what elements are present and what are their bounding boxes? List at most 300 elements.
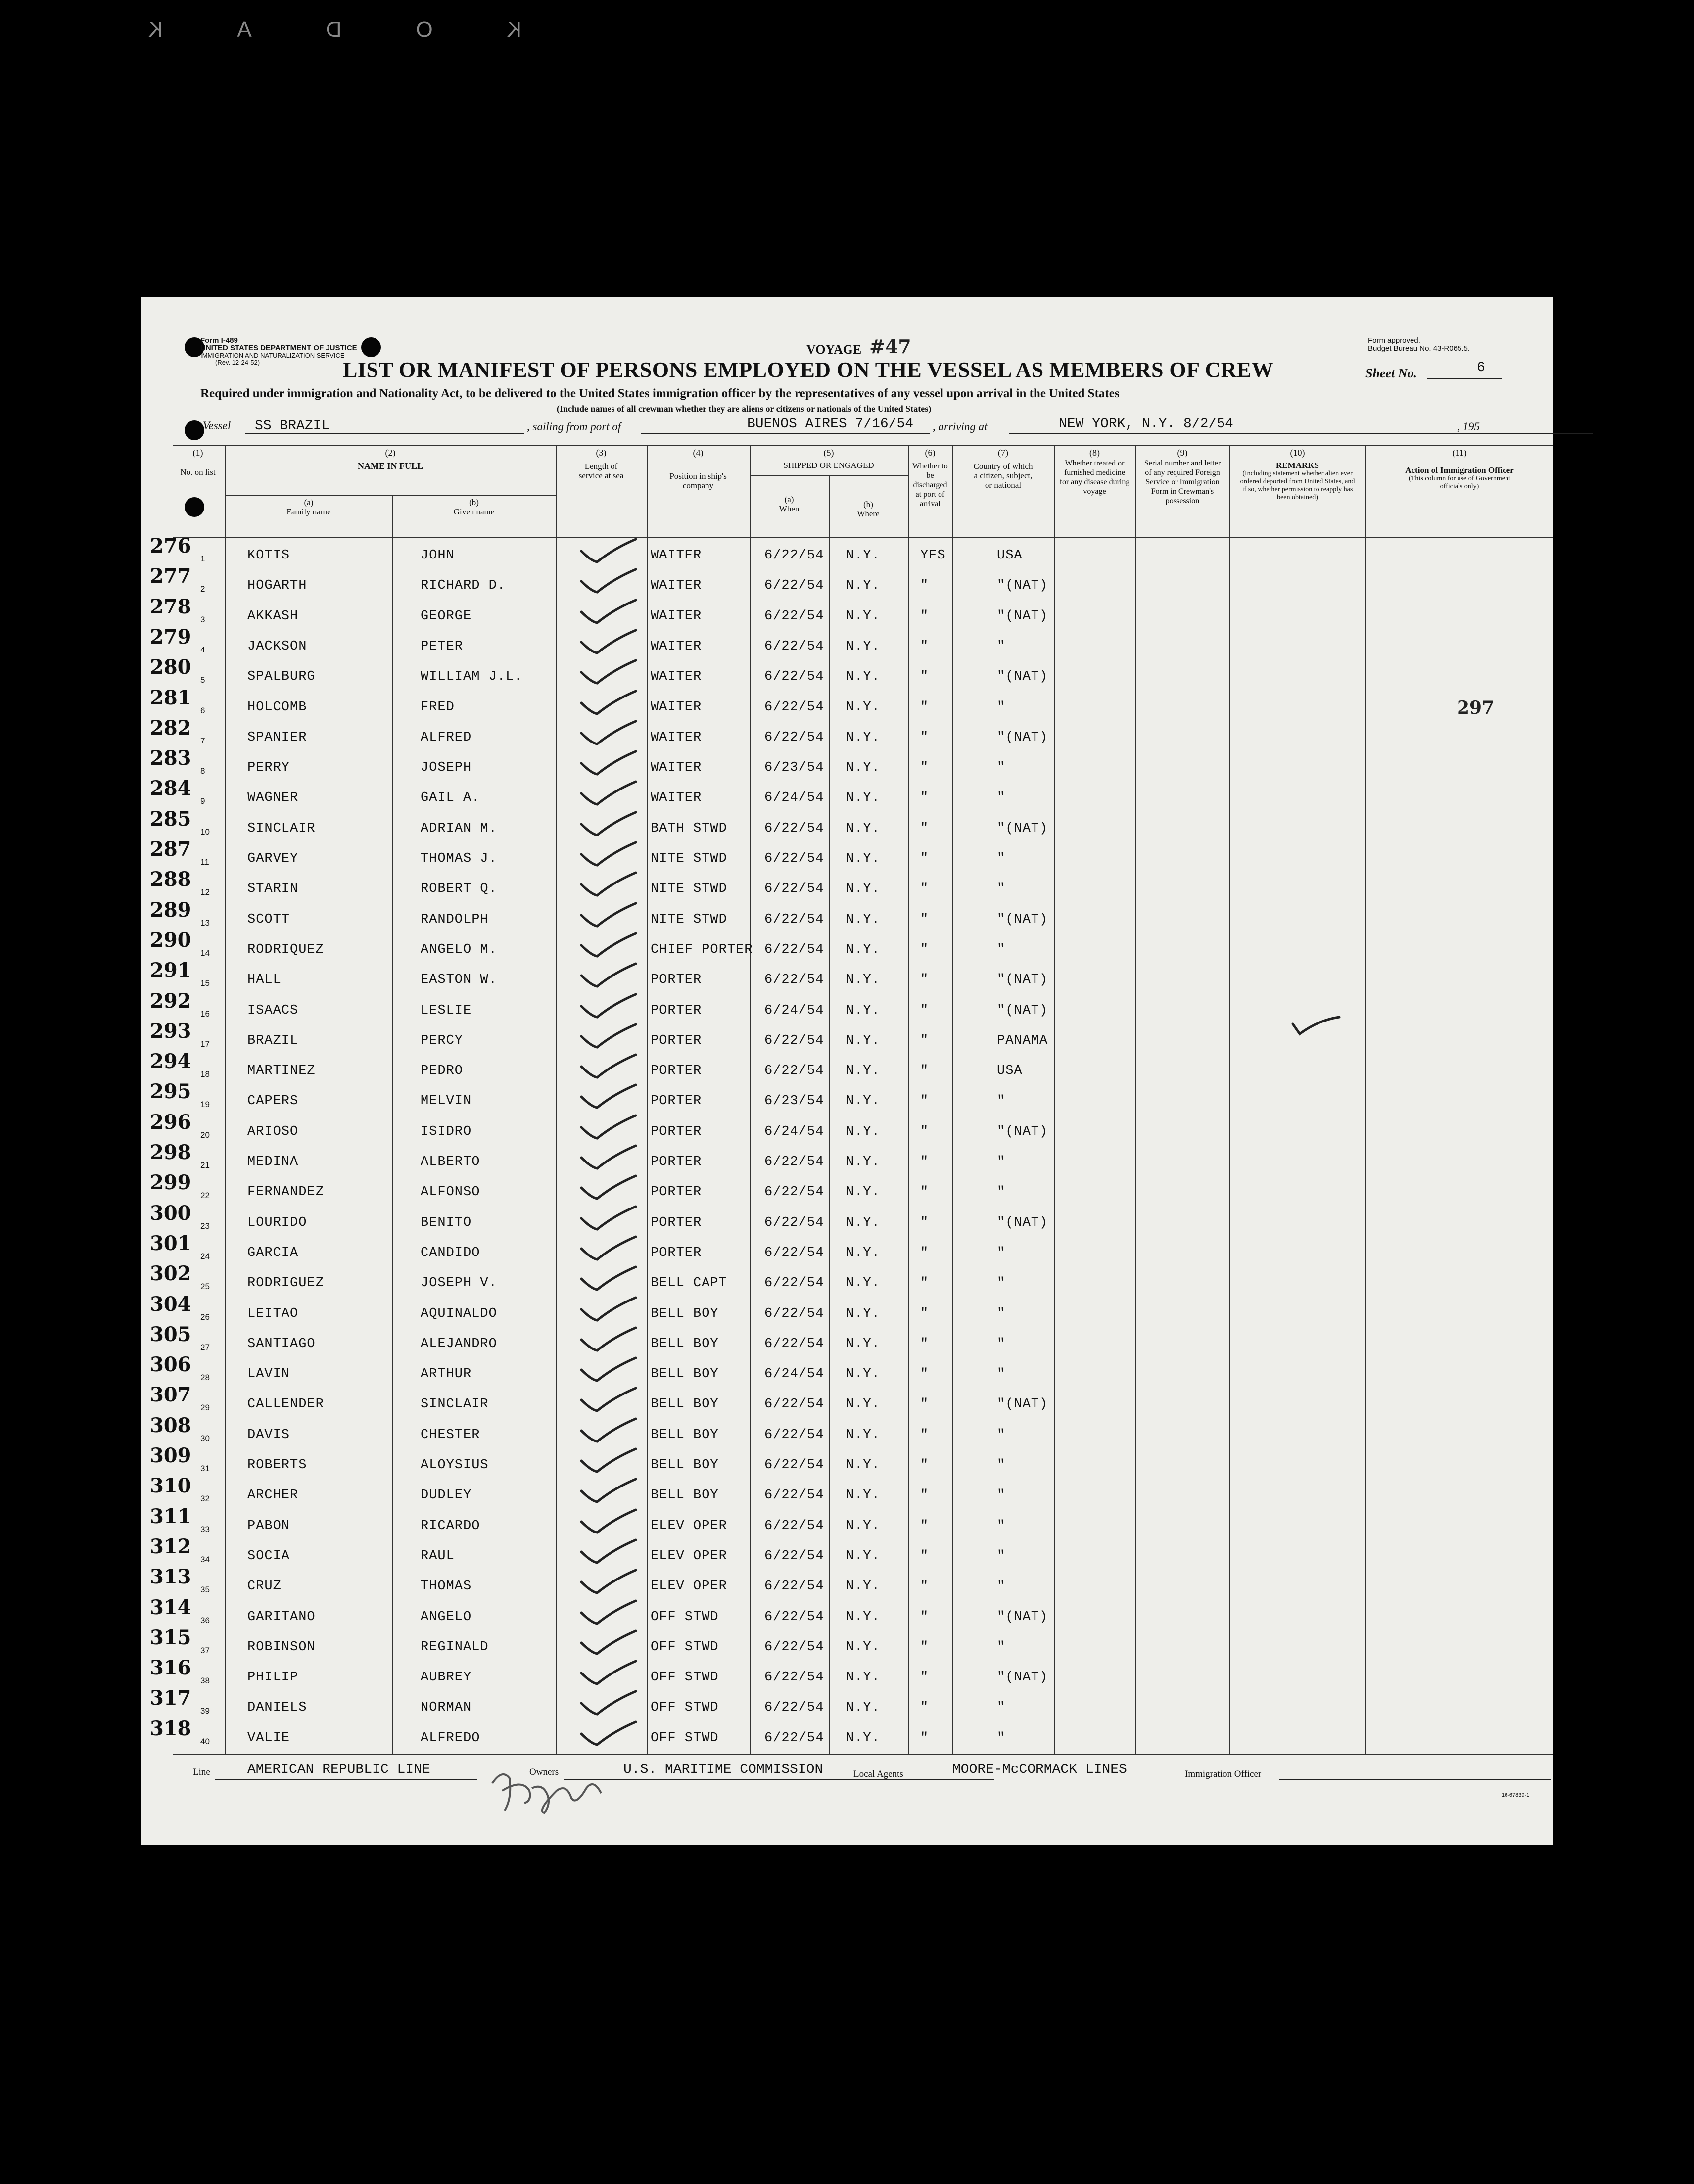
position: PORTER — [651, 1003, 702, 1018]
position: OFF STWD — [651, 1700, 719, 1716]
nationality: " — [997, 1488, 1006, 1503]
shipped-where: N.Y. — [846, 790, 880, 806]
discharge-status: YES — [920, 548, 946, 563]
row-sequence: 6 — [200, 705, 205, 715]
position: PORTER — [651, 1064, 702, 1079]
given-name: CANDIDO — [421, 1245, 480, 1260]
shipped-when: 6/22/54 — [764, 973, 824, 988]
nationality: "(NAT) — [997, 973, 1048, 988]
arriving-label: , arriving at — [933, 420, 988, 433]
list-number: 296 — [150, 1110, 191, 1134]
check-mark-icon — [576, 1688, 641, 1718]
check-mark-icon — [576, 1719, 641, 1749]
nationality: " — [997, 1155, 1006, 1169]
discharge-status: " — [920, 1670, 929, 1685]
shipped-where: N.Y. — [846, 1336, 880, 1351]
discharge-status: " — [920, 1700, 929, 1716]
handwritten-signature — [482, 1764, 611, 1818]
family-name: SANTIAGO — [247, 1336, 316, 1351]
discharge-status: " — [920, 760, 929, 776]
shipped-when: 6/23/54 — [764, 1094, 824, 1109]
shipped-when: 6/24/54 — [764, 1124, 824, 1139]
discharge-status: " — [920, 1458, 929, 1473]
shipped-when: 6/22/54 — [764, 1518, 824, 1533]
list-number: 298 — [150, 1141, 191, 1164]
given-name: AUBREY — [421, 1670, 472, 1685]
row-sequence: 8 — [200, 766, 205, 776]
shipped-where: N.Y. — [846, 760, 880, 776]
check-mark-icon — [576, 1446, 641, 1476]
sailing-port: BUENOS AIRES 7/16/54 — [747, 417, 914, 432]
shipped-where: N.Y. — [846, 730, 880, 745]
nationality: " — [997, 882, 1006, 897]
discharge-status: " — [920, 851, 929, 866]
punch-hole — [185, 420, 204, 440]
list-number: 292 — [150, 989, 191, 1013]
punch-hole — [361, 337, 381, 357]
shipped-where: N.Y. — [846, 1397, 880, 1412]
check-mark-icon — [576, 1052, 641, 1081]
check-mark-icon — [576, 1295, 641, 1324]
table-row — [141, 625, 1553, 663]
row-sequence: 11 — [200, 857, 209, 867]
table-row — [141, 1444, 1553, 1482]
check-mark-icon — [576, 900, 641, 930]
given-name: NORMAN — [421, 1700, 472, 1716]
shipped-when: 6/22/54 — [764, 608, 824, 624]
shipped-where: N.Y. — [846, 1518, 880, 1533]
discharge-status: " — [920, 730, 929, 745]
shipped-where: N.Y. — [846, 1730, 880, 1746]
shipped-where: N.Y. — [846, 821, 880, 836]
department-name: UNITED STATES DEPARTMENT OF JUSTICE — [200, 344, 357, 352]
table-row — [141, 1110, 1553, 1148]
col11-header: (11) Action of Immigration Officer (This column for use of Government officials only) — [1405, 448, 1514, 490]
family-name: GARCIA — [247, 1245, 299, 1260]
discharge-status: " — [920, 912, 929, 927]
list-number: 314 — [150, 1595, 191, 1619]
family-name: GARITANO — [247, 1609, 316, 1625]
list-number: 288 — [150, 868, 191, 891]
discharge-status: " — [920, 1124, 929, 1139]
row-sequence: 40 — [200, 1736, 210, 1746]
shipped-where: N.Y. — [846, 578, 880, 594]
row-sequence: 12 — [200, 887, 210, 897]
check-mark-icon — [576, 1416, 641, 1445]
table-row — [141, 1201, 1553, 1239]
table-row — [141, 564, 1553, 602]
table-row — [141, 868, 1553, 905]
family-name: LEITAO — [247, 1306, 299, 1321]
col10-header: (10) REMARKS (Including statement whether alien ever ordered deported from United States, and if so, whether permission to reapply has been obtained) — [1240, 448, 1355, 501]
col6-header: (6) Whether to be discharged at port of arrival — [912, 448, 948, 508]
shipped-where: N.Y. — [846, 669, 880, 685]
given-name: ALBERTO — [421, 1155, 480, 1169]
row-sequence: 4 — [200, 645, 205, 654]
check-mark-icon — [576, 1537, 641, 1567]
table-row — [141, 1322, 1553, 1360]
row-sequence: 33 — [200, 1524, 210, 1534]
col4-header: (4) Position in ship's company — [669, 448, 727, 490]
shipped-when: 6/22/54 — [764, 912, 824, 927]
family-name: HOLCOMB — [247, 699, 307, 715]
position: WAITER — [651, 578, 702, 594]
col3-header: (3) Length of service at sea — [578, 448, 624, 480]
table-row — [141, 655, 1553, 693]
discharge-status: " — [920, 1306, 929, 1321]
nationality: "(NAT) — [997, 1397, 1048, 1412]
row-sequence: 31 — [200, 1464, 210, 1473]
list-number: 302 — [150, 1262, 191, 1286]
check-mark-icon — [576, 1143, 641, 1172]
shipped-when: 6/24/54 — [764, 1367, 824, 1382]
family-name: CAPERS — [247, 1094, 299, 1109]
check-mark-icon — [576, 870, 641, 899]
table-row — [141, 746, 1553, 784]
row-sequence: 15 — [200, 978, 210, 988]
family-name: HOGARTH — [247, 578, 307, 594]
punch-hole — [185, 497, 204, 517]
list-number: 306 — [150, 1353, 191, 1377]
owners-underline — [564, 1779, 994, 1780]
position: BELL BOY — [651, 1336, 719, 1351]
discharge-status: " — [920, 608, 929, 624]
shipped-where: N.Y. — [846, 973, 880, 988]
check-mark-icon — [576, 627, 641, 657]
year-label: , 195 — [1457, 420, 1480, 433]
shipped-when: 6/22/54 — [764, 882, 824, 897]
shipped-where: N.Y. — [846, 608, 880, 624]
list-number: 280 — [150, 655, 191, 679]
check-mark-icon — [576, 1204, 641, 1233]
row-sequence: 17 — [200, 1039, 210, 1049]
row-sequence: 10 — [200, 827, 210, 836]
position: WAITER — [651, 790, 702, 806]
shipped-where: N.Y. — [846, 1064, 880, 1079]
remarks-check-icon — [1289, 1014, 1343, 1039]
row-sequence: 39 — [200, 1706, 210, 1716]
check-mark-icon — [576, 1173, 641, 1203]
nationality: " — [997, 1094, 1006, 1109]
check-mark-icon — [576, 1325, 641, 1354]
family-name: LAVIN — [247, 1367, 290, 1382]
shipped-where: N.Y. — [846, 1276, 880, 1291]
position: WAITER — [651, 699, 702, 715]
table-row — [141, 1534, 1553, 1573]
given-name: THOMAS J. — [421, 851, 497, 866]
list-number: 290 — [150, 928, 191, 952]
list-number: 313 — [150, 1565, 191, 1589]
given-name: JOSEPH — [421, 760, 472, 776]
family-name: JACKSON — [247, 639, 307, 654]
officer-underline — [1279, 1779, 1551, 1780]
nationality: USA — [997, 1064, 1023, 1079]
shipped-when: 6/22/54 — [764, 1064, 824, 1079]
row-sequence: 13 — [200, 918, 210, 928]
family-name: ISAACS — [247, 1003, 299, 1018]
steamship-line: AMERICAN REPUBLIC LINE — [247, 1762, 430, 1777]
shipped-where: N.Y. — [846, 1094, 880, 1109]
given-name: JOHN — [421, 548, 455, 563]
given-name: ALFREDO — [421, 1730, 480, 1746]
discharge-status: " — [920, 699, 929, 715]
table-row — [141, 1565, 1553, 1603]
check-mark-icon — [576, 688, 641, 718]
given-name: PETER — [421, 639, 464, 654]
shipped-when: 6/22/54 — [764, 1276, 824, 1291]
discharge-status: " — [920, 1003, 929, 1018]
check-mark-icon — [576, 1598, 641, 1627]
position: BELL CAPT — [651, 1276, 727, 1291]
row-sequence: 26 — [200, 1312, 210, 1322]
nationality: "(NAT) — [997, 1003, 1048, 1018]
position: BELL BOY — [651, 1488, 719, 1503]
nationality: USA — [997, 548, 1023, 563]
discharge-status: " — [920, 942, 929, 957]
given-name: THOMAS — [421, 1579, 472, 1594]
owners-label: Owners — [529, 1767, 559, 1777]
shipped-when: 6/24/54 — [764, 790, 824, 806]
family-name: LOURIDO — [247, 1215, 307, 1230]
shipped-when: 6/22/54 — [764, 1730, 824, 1746]
family-name: FERNANDEZ — [247, 1185, 324, 1200]
row-sequence: 9 — [200, 796, 205, 806]
position: OFF STWD — [651, 1609, 719, 1625]
nationality: "(NAT) — [997, 608, 1048, 624]
vessel-label: Vessel — [203, 419, 231, 432]
nationality: "(NAT) — [997, 578, 1048, 594]
given-name: LESLIE — [421, 1003, 472, 1018]
given-name: BENITO — [421, 1215, 472, 1230]
check-mark-icon — [576, 1476, 641, 1506]
position: PORTER — [651, 1185, 702, 1200]
shipped-where: N.Y. — [846, 1609, 880, 1625]
list-number: 309 — [150, 1444, 191, 1467]
position: ELEV OPER — [651, 1548, 727, 1564]
family-name: HALL — [247, 973, 282, 988]
discharge-status: " — [920, 1276, 929, 1291]
check-mark-icon — [576, 930, 641, 960]
given-name: RICHARD D. — [421, 578, 506, 594]
family-name: RODRIQUEZ — [247, 942, 324, 957]
shipped-where: N.Y. — [846, 1639, 880, 1655]
family-name: PERRY — [247, 760, 290, 776]
given-name: FRED — [421, 699, 455, 715]
discharge-status: " — [920, 578, 929, 594]
discharge-status: " — [920, 1215, 929, 1230]
shipped-when: 6/22/54 — [764, 1215, 824, 1230]
shipped-when: 6/22/54 — [764, 1397, 824, 1412]
discharge-status: " — [920, 1427, 929, 1442]
form-approved: Form approved. — [1368, 336, 1420, 345]
check-mark-icon — [576, 1082, 641, 1112]
table-row — [141, 807, 1553, 845]
table-row — [141, 1504, 1553, 1542]
given-name: JOSEPH V. — [421, 1276, 497, 1291]
check-mark-icon — [576, 597, 641, 627]
col5a-header: (a) When — [779, 495, 800, 513]
position: BELL BOY — [651, 1427, 719, 1442]
row-sequence: 30 — [200, 1433, 210, 1443]
nationality: "(NAT) — [997, 912, 1048, 927]
col5b-header: (b) Where — [857, 500, 880, 518]
check-mark-icon — [576, 961, 641, 990]
family-name: CALLENDER — [247, 1397, 324, 1412]
nationality: " — [997, 639, 1006, 654]
position: BELL BOY — [651, 1306, 719, 1321]
position: WAITER — [651, 548, 702, 563]
family-name: VALIE — [247, 1730, 290, 1746]
shipped-where: N.Y. — [846, 1427, 880, 1442]
local-agents-label: Local Agents — [853, 1769, 903, 1779]
shipped-when: 6/22/54 — [764, 669, 824, 685]
position: ELEV OPER — [651, 1518, 727, 1533]
table-row — [141, 898, 1553, 936]
check-mark-icon — [576, 566, 641, 596]
position: WAITER — [651, 730, 702, 745]
given-name: RANDOLPH — [421, 912, 489, 927]
shipped-when: 6/22/54 — [764, 1579, 824, 1594]
nationality: " — [997, 1548, 1006, 1564]
position: BELL BOY — [651, 1397, 719, 1412]
sheet-number: 6 — [1477, 360, 1485, 375]
shipped-when: 6/22/54 — [764, 1033, 824, 1048]
nationality: "(NAT) — [997, 1670, 1048, 1685]
row-sequence: 38 — [200, 1676, 210, 1686]
table-row — [141, 686, 1553, 724]
check-mark-icon — [576, 1658, 641, 1688]
shipped-where: N.Y. — [846, 1306, 880, 1321]
table-bottom-border — [173, 1754, 1553, 1755]
position: PORTER — [651, 1124, 702, 1139]
given-name: EASTON W. — [421, 973, 497, 988]
row-sequence: 24 — [200, 1251, 210, 1261]
discharge-status: " — [920, 1518, 929, 1533]
nationality: "(NAT) — [997, 1124, 1048, 1139]
table-top-border — [173, 445, 1553, 446]
shipped-where: N.Y. — [846, 548, 880, 563]
table-row — [141, 1353, 1553, 1391]
given-name: RICARDO — [421, 1518, 480, 1533]
row-sequence: 21 — [200, 1161, 210, 1170]
table-row — [141, 1141, 1553, 1178]
discharge-status: " — [920, 973, 929, 988]
position: NITE STWD — [651, 882, 727, 897]
given-name: GEORGE — [421, 608, 472, 624]
list-number: 282 — [150, 716, 191, 740]
list-number: 285 — [150, 807, 191, 831]
discharge-status: " — [920, 1064, 929, 1079]
nationality: " — [997, 1700, 1006, 1716]
family-name: KOTIS — [247, 548, 290, 563]
shipped-when: 6/22/54 — [764, 942, 824, 957]
print-code: 16-67839-1 — [1502, 1792, 1530, 1798]
arriving-port: NEW YORK, N.Y. 8/2/54 — [1059, 417, 1233, 432]
check-mark-icon — [576, 1628, 641, 1658]
nationality: PANAMA — [997, 1033, 1048, 1048]
shipped-where: N.Y. — [846, 1700, 880, 1716]
nationality: " — [997, 851, 1006, 866]
list-number: 311 — [150, 1504, 191, 1528]
list-number: 281 — [150, 686, 191, 709]
shipped-when: 6/22/54 — [764, 1548, 824, 1564]
manifest-note: (Include names of all crewman whether they are aliens or citizens or nationals of the United States) — [557, 404, 932, 414]
budget-bureau-number: Budget Bureau No. 43-R065.5. — [1368, 344, 1470, 353]
nationality: " — [997, 790, 1006, 806]
shipped-when: 6/22/54 — [764, 1488, 824, 1503]
discharge-status: " — [920, 1245, 929, 1260]
row-sequence: 22 — [200, 1191, 210, 1201]
row-sequence: 18 — [200, 1069, 210, 1079]
given-name: SINCLAIR — [421, 1397, 489, 1412]
row-sequence: 1 — [200, 554, 205, 563]
list-number: 317 — [150, 1686, 191, 1710]
row-sequence: 36 — [200, 1615, 210, 1625]
discharge-status: " — [920, 1488, 929, 1503]
line-underline — [215, 1779, 477, 1780]
family-name: GARVEY — [247, 851, 299, 866]
shipped-where: N.Y. — [846, 1124, 880, 1139]
given-name: ALFONSO — [421, 1185, 480, 1200]
check-mark-icon — [576, 991, 641, 1021]
given-name: ISIDRO — [421, 1124, 472, 1139]
local-agents: MOORE-McCORMACK LINES — [952, 1762, 1127, 1777]
row-sequence: 5 — [200, 675, 205, 685]
sailing-line — [641, 433, 930, 434]
position: PORTER — [651, 1155, 702, 1169]
shipped-where: N.Y. — [846, 1003, 880, 1018]
list-number: 315 — [150, 1626, 191, 1649]
nationality: " — [997, 942, 1006, 957]
shipped-where: N.Y. — [846, 1033, 880, 1048]
shipped-when: 6/22/54 — [764, 1336, 824, 1351]
sheet-label: Sheet No. — [1365, 366, 1417, 380]
position: WAITER — [651, 608, 702, 624]
discharge-status: " — [920, 1639, 929, 1655]
manifest-title: LIST OR MANIFEST OF PERSONS EMPLOYED ON THE VESSEL AS MEMBERS OF CREW — [343, 358, 1274, 382]
shipped-where: N.Y. — [846, 1458, 880, 1473]
discharge-status: " — [920, 1609, 929, 1625]
list-number: 299 — [150, 1171, 191, 1195]
crew-manifest-sheet — [141, 297, 1553, 1845]
check-mark-icon — [576, 1113, 641, 1142]
given-name: REGINALD — [421, 1639, 489, 1655]
shipped-when: 6/22/54 — [764, 821, 824, 836]
shipped-when: 6/22/54 — [764, 1609, 824, 1625]
discharge-status: " — [920, 1155, 929, 1169]
check-mark-icon — [576, 1507, 641, 1536]
row-sequence: 19 — [200, 1100, 210, 1110]
sheet-number-line — [1427, 378, 1502, 379]
family-name: SPALBURG — [247, 669, 316, 685]
col2b-header: (b) Given name — [453, 498, 495, 516]
position: ELEV OPER — [651, 1579, 727, 1594]
row-sequence: 35 — [200, 1585, 210, 1595]
list-number: 278 — [150, 595, 191, 618]
list-number: 304 — [150, 1292, 191, 1316]
family-name: ROBERTS — [247, 1458, 307, 1473]
shipped-where: N.Y. — [846, 1488, 880, 1503]
nationality: "(NAT) — [997, 821, 1048, 836]
shipped-where: N.Y. — [846, 1215, 880, 1230]
nationality: " — [997, 1458, 1006, 1473]
table-row — [141, 1292, 1553, 1330]
nationality: "(NAT) — [997, 1215, 1048, 1230]
shipped-when: 6/23/54 — [764, 760, 824, 776]
table-row — [141, 1626, 1553, 1664]
form-number: Form I-489 — [200, 336, 238, 345]
discharge-status: " — [920, 1548, 929, 1564]
